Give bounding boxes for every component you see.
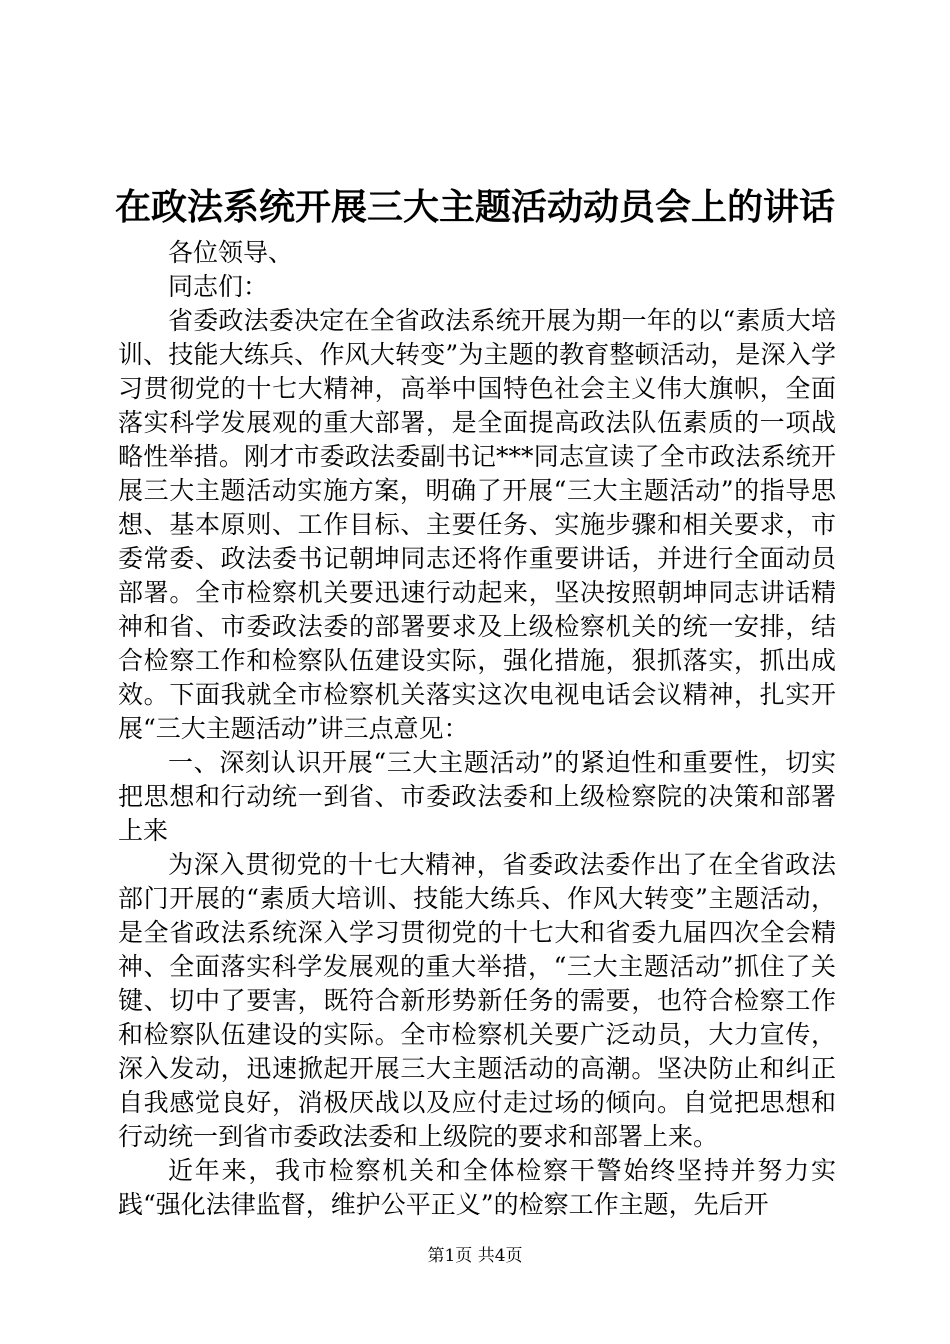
paragraph-intro: 省委政法委决定在全省政法系统开展为期一年的以“素质大培训、技能大练兵、作风大转变”为主题的教育整顿活动，是深入学习贯彻党的十七大精神，高举中国特色社会主义伟大旗帜，全面落实科学发展观的重大部署，是全面提高政法队伍素质的一项战略性举措。刚才市委政法委副书记***同志宣读了全市政法系统开展三大主题活动实施方案，明确了开展“三大主题活动”的指导思想、基本原则、工作目标、主要任务、实施步骤和相关要求，市委常委、政法委书记朝坤同志还将作重要讲话，并进行全面动员部署。全市检察机关要迅速行动起来，坚决按照朝坤同志讲话精神和省、市委政法委的部署要求及上级检察机关的统一安排，结合检察工作和检察队伍建设实际，强化措施，狠抓落实，抓出成效。下面我就全市检察机关落实这次电视电话会议精神，扎实开展“三大主题活动”讲三点意见：: [118, 306, 836, 743]
document-title: 在政法系统开展三大主题活动动员会上的讲话: [114, 186, 835, 228]
salutation-comrades: 同志们：: [168, 272, 269, 301]
page-number-footer: 第1页 共4页: [427, 1246, 523, 1266]
salutation-leaders: 各位领导、: [168, 238, 294, 267]
document-body: [118, 236, 836, 1222]
paragraph-section-one: 为深入贯彻党的十七大精神，省委政法委作出了在全省政法部门开展的“素质大培训、技能大练兵、作风大转变”主题活动，是全省政法系统深入学习贯彻党的十七大和省委九届四次全会精神、全面落实科学发展观的重大举措，“三大主题活动”抓住了关键、切中了要害，既符合新形势新任务的需要，也符合检察工作和检察队伍建设的实际。全市检察机关要广泛动员，大力宣传，深入发动，迅速掀起开展三大主题活动的高潮。坚决防止和纠正自我感觉良好，消极厌战以及应付走过场的倾向。自觉把思想和行动统一到省市委政法委和上级院的要求和部署上来。: [118, 850, 836, 1151]
paragraph-recent-years: 近年来，我市检察机关和全体检察干警始终坚持并努力实践“强化法律监督，维护公平正义”的检察工作主题，先后开: [118, 1156, 836, 1219]
section-heading-one: 一、深刻认识开展“三大主题活动”的紧迫性和重要性，切实把思想和行动统一到省、市委政法委和上级检察院的决策和部署上来: [118, 748, 836, 845]
